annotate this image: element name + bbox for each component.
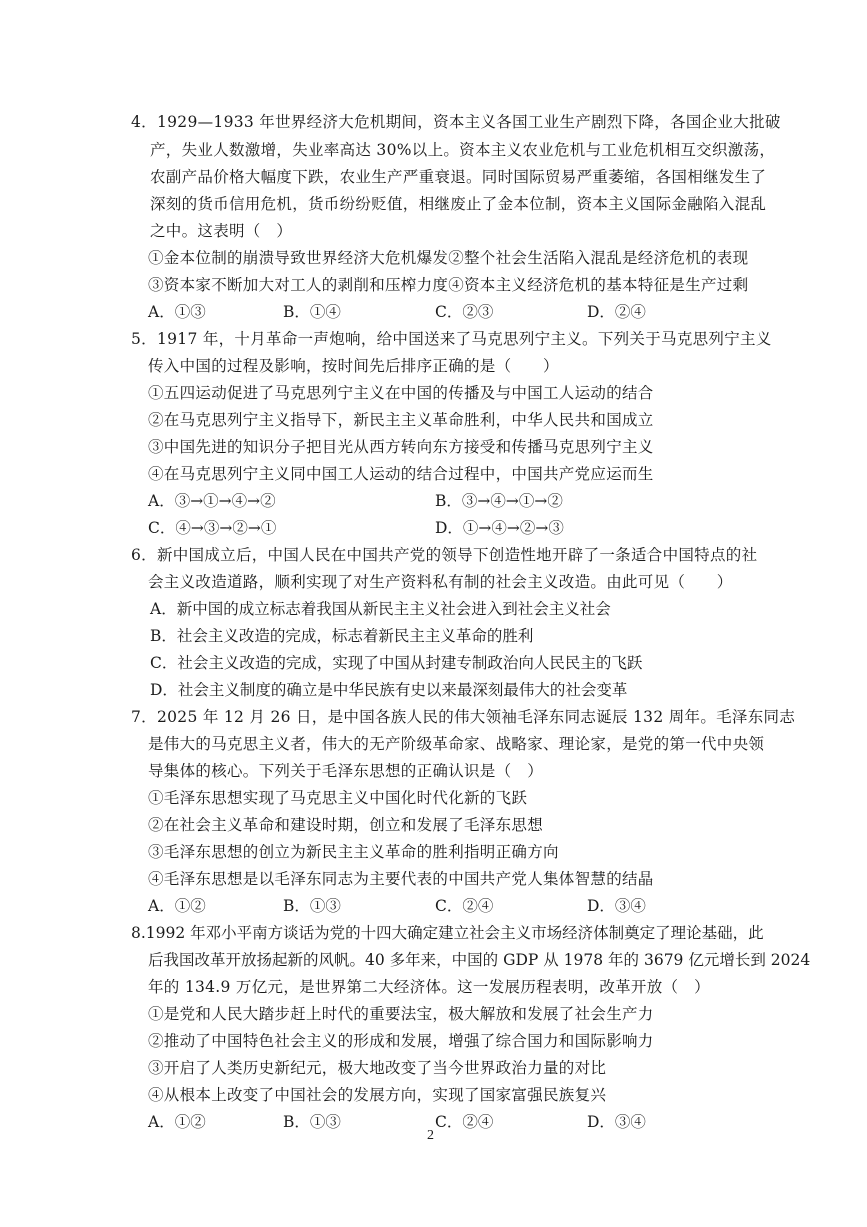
question-stem-line: 农副产品价格大幅度下跌，农业生产严重衰退。同时国际贸易严重萎缩，各国相继发生了 [150, 168, 767, 186]
question-stem-line: 8.1992 年邓小平南方谈话为党的十四大确定建立社会主义市场经济体制奠定了理论基础，此 [131, 924, 764, 942]
choice-c[interactable]: C．社会主义改造的完成，实现了中国从封建专制政治向人民民主的飞跃 [150, 654, 643, 672]
question-stem-line: 6．新中国成立后，中国人民在中国共产党的领导下创造性地开辟了一条适合中国特点的社 [131, 546, 758, 564]
choice-a[interactable]: A．①② [148, 1113, 206, 1131]
choice-a[interactable]: A．③→①→④→② [148, 492, 276, 510]
question-stem-line: 导集体的核心。下列关于毛泽东思想的正确认识是（ ） [148, 762, 544, 780]
question-item: ③资本家不断加大对工人的剥削和压榨力度④资本主义经济危机的基本特征是生产过剩 [148, 276, 749, 294]
question-item: ②在社会主义革命和建设时期，创立和发展了毛泽东思想 [148, 816, 544, 834]
choice-a[interactable]: A．①② [148, 897, 206, 915]
question-stem-line: 深刻的货币信用危机，货币纷纷贬值，相继废止了金本位制，资本主义国际金融陷入混乱 [150, 195, 767, 213]
choice-b[interactable]: B．①④ [283, 303, 341, 321]
question-stem-line: 是伟大的马克思主义者，伟大的无产阶级革命家、战略家、理论家，是党的第一代中央领 [148, 735, 765, 753]
choice-d[interactable]: D．②④ [587, 303, 646, 321]
question-stem-line: 产，失业人数激增，失业率高达 30%以上。资本主义农业危机与工业危机相互交织激荡， [150, 141, 776, 159]
question-item: ②在马克思列宁主义指导下，新民主主义革命胜利，中华人民共和国成立 [148, 411, 654, 429]
question-stem-line: 4．1929—1933 年世界经济大危机期间，资本主义各国工业生产剧烈下降，各国企业大批破 [131, 113, 781, 131]
question-item: ③开启了人类历史新纪元，极大地改变了当今世界政治力量的对比 [148, 1059, 607, 1077]
choice-b[interactable]: B．①③ [283, 1113, 341, 1131]
choice-d[interactable]: D．③④ [587, 897, 646, 915]
page-number: 2 [427, 1128, 434, 1143]
question-item: ①五四运动促进了马克思列宁主义在中国的传播及与中国工人运动的结合 [148, 384, 654, 402]
question-stem-line: 7．2025 年 12 月 26 日，是中国各族人民的伟大领袖毛泽东同志诞辰 132 周年。毛泽东同志 [131, 708, 796, 726]
choice-c[interactable]: C．②④ [435, 1113, 494, 1131]
question-item: ①金本位制的崩溃导致世界经济大危机爆发②整个社会生活陷入混乱是经济危机的表现 [148, 249, 749, 267]
choice-d[interactable]: D．①→④→②→③ [435, 519, 564, 537]
choice-a[interactable]: A．①③ [148, 303, 206, 321]
choice-c[interactable]: C．④→③→②→① [148, 519, 277, 537]
choice-c[interactable]: C．②④ [435, 897, 494, 915]
choice-b[interactable]: B．社会主义改造的完成，标志着新民主主义革命的胜利 [150, 627, 534, 645]
choice-b[interactable]: B．③→④→①→② [435, 492, 563, 510]
question-stem-line: 5．1917 年，十月革命一声炮响，给中国送来了马克思列宁主义。下列关于马克思列宁主义 [131, 330, 772, 348]
choice-c[interactable]: C．②③ [435, 303, 494, 321]
question-item: ①毛泽东思想实现了马克思主义中国化时代化新的飞跃 [148, 789, 528, 807]
question-stem-line: 之中。这表明（ ） [150, 222, 293, 240]
question-stem-line: 后我国改革开放扬起新的风帆。40 多年来，中国的 GDP 从 1978 年的 3679 亿元增长到 2024 [148, 951, 811, 969]
question-stem-line: 会主义改造道路，顺利实现了对生产资料私有制的社会主义改造。由此可见（ ） [148, 573, 733, 591]
question-item: ③毛泽东思想的创立为新民主主义革命的胜利指明正确方向 [148, 843, 559, 861]
question-stem-line: 年的 134.9 万亿元，是世界第二大经济体。这一发展历程表明，改革开放（ ） [148, 978, 710, 996]
question-item: ②推动了中国特色社会主义的形成和发展，增强了综合国力和国际影响力 [148, 1032, 654, 1050]
question-item: ④在马克思列宁主义同中国工人运动的结合过程中，中国共产党应运而生 [148, 465, 654, 483]
choice-d[interactable]: D．社会主义制度的确立是中华民族有史以来最深刻最伟大的社会变革 [150, 681, 628, 699]
choice-d[interactable]: D．③④ [587, 1113, 646, 1131]
choice-b[interactable]: B．①③ [283, 897, 341, 915]
question-item: ④从根本上改变了中国社会的发展方向，实现了国家富强民族复兴 [148, 1086, 607, 1104]
question-item: ④毛泽东思想是以毛泽东同志为主要代表的中国共产党人集体智慧的结晶 [148, 870, 654, 888]
choice-a[interactable]: A．新中国的成立标志着我国从新民主主义社会进入到社会主义社会 [150, 600, 611, 618]
question-item: ①是党和人民大踏步赶上时代的重要法宝，极大解放和发展了社会生产力 [148, 1005, 654, 1023]
question-stem-line: 传入中国的过程及影响，按时间先后排序正确的是（ ） [148, 357, 559, 375]
question-item: ③中国先进的知识分子把目光从西方转向东方接受和传播马克思列宁主义 [148, 438, 654, 456]
